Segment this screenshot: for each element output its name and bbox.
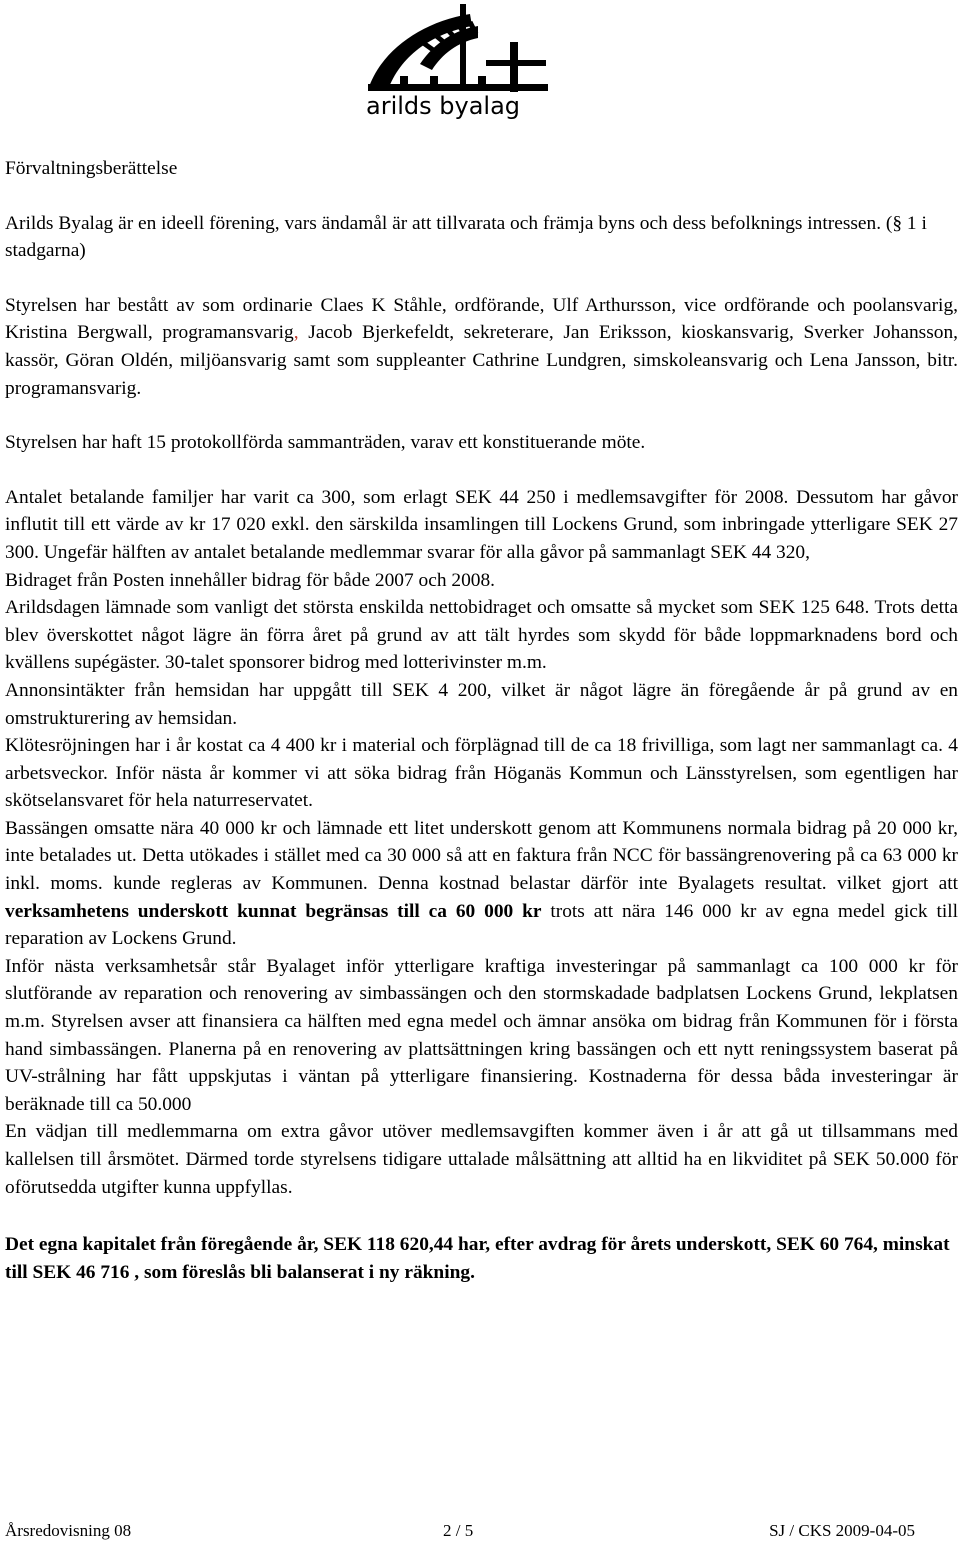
paragraph-equity-wrap [5,1231,958,1286]
paragraph-advertising: Annonsintäkter från hemsidan har uppgått till SEK 4 200, vilket är något lägre än föregående år på grund av en omstrukturering av hemsidan. [5,679,958,729]
board-text-a: Styrelsen har bestått av som ordinarie Claes K Ståhle, ordförande, Ulf Arthursson, vice ordförande och poolansvarig, Kristina Bergwall, programansvarig [5,294,958,344]
logo-mark [360,2,570,120]
paragraph-investments: Inför nästa verksamhetsår står Byalaget inför ytterligare kraftiga investeringar på sammanlagt ca 100 000 kr för slutförande av reparation och renovering av simbassängen och den stormskadade badplatsen Lockens Grund, lekplatsen m.m. Styrelsen avser att finansiera ca hälften med egna medel och ämnar ansöka om bidrag från Kommunen för i första hand simbassängen. Planerna på en renovering av plattsättningen kring bassängen och ett nytt reningssystem baserat på UV-strålning har fått uppskjutas i väntan på ytterligare finansiering. Kostnaderna för dessa båda investeringar är beräknade till ca 50.000 [5,955,958,1115]
paragraph-meetings: Styrelsen har haft 15 protokollförda sammanträden, varav ett konstituerande möte. [5,432,646,454]
board-comma: , [293,322,299,344]
footer-author-date: SJ / CKS 2009-04-05 [769,1521,915,1540]
board-text-b: Jacob Bjerkefeldt, sekreterare, Jan Eriksson, kioskansvarig, Sverker Johansson, kassör, Göran Oldén, miljöansvarig samt som suppleanter Cathrine Lundgren, simskoleansvarig och Lena Jansson, bitr. programansvarig. [5,322,958,399]
paragraph-clearing: Klötesröjningen har i år kostat ca 4 400 kr i material och förplägnad till de ca 18 frivilliga, som lagt ner sammanlagt ca. 4 arbetsveckor. Inför nästa år kommer vi att söka bidrag från Höganäs Kommun och Länsstyrelsen, som egentligen har skötselansvaret för hela naturreservatet. [5,735,958,812]
document-body [5,155,958,1286]
paragraph-arildsdagen: Arildsdagen lämnade som vanligt det största enskilda nettobidraget och omsatte så mycket som SEK 125 648. Trots detta blev överskottet något lägre än förra året på grund av att tält hyrdes som skydd för både loppmarknadens bord och kvällens supégäster. 30-talet sponsorer bidrog med lotterivinster m.m. [5,597,958,674]
paragraph-pool [5,815,958,953]
paragraph-board [5,292,958,402]
footer-page-number: 2 / 5 [443,1521,474,1540]
footer-document-name: Årsredovisning 08 [5,1521,132,1540]
paragraph-posten: Bidraget från Posten innehåller bidrag för både 2007 och 2008. [5,569,496,591]
pool-deficit-bold: verksamhetens underskott kunnat begränsas till ca 60 000 kr [5,900,542,922]
paragraph-equity: Det egna kapitalet från föregående år, SEK 118 620,44 har, efter avdrag för årets underskott, SEK 60 764, minskat till SEK 46 716 , som föreslås bli balanserat i ny räkning. [5,1234,950,1283]
paragraph-purpose: Arilds Byalag är en ideell förening, vars ändamål är att tillvarata och främja byns och dess befolknings intressen. (§ 1 i stadgarna) [5,212,927,262]
arilds-byalag-logo [360,2,570,120]
page-footer [5,1520,915,1542]
paragraph-members: Antalet betalande familjer har varit ca 300, som erlagt SEK 44 250 i medlemsavgifter för 2008. Dessutom har gåvor influtit till ett värde av kr 17 020 exkl. den särskilda insamlingen till Lockens Grund, som inbringade ytterligare SEK 27 300. Ungefär hälften av antalet betalande medlemmar svarar för alla gåvor på sammanlagt SEK 44 320, [5,486,958,563]
pool-text-a: Bassängen omsatte nära 40 000 kr och lämnade ett litet underskott genom att Kommunens normala bidrag på 20 000 kr, inte betalades ut. Detta utökades i stället med ca 30 000 så att en faktura från NCC för bassängrenovering på ca 63 000 kr inkl. moms. kunde regleras av Kommunen. Denna kostnad belastar därför inte Byalagets resultat. vilket gjort att [5,817,958,895]
svg-text:arilds byalag: arilds byalag [366,92,521,120]
pool-text-b: trots att nära 146 000 kr av egna medel gick till reparation av Lockens Grund. [5,900,958,950]
document-title: Förvaltningsberättelse [5,158,178,179]
paragraph-appeal: En vädjan till medlemmarna om extra gåvor utöver medlemsavgiften kommer även i år att gå ut tillsammans med kallelsen till årsmötet. Därmed torde styrelsens tidigare uttalade målsättning att alltid ha en likviditet på SEK 50.000 för oförutsedda utgifter kunna uppfyllas. [5,1121,958,1198]
